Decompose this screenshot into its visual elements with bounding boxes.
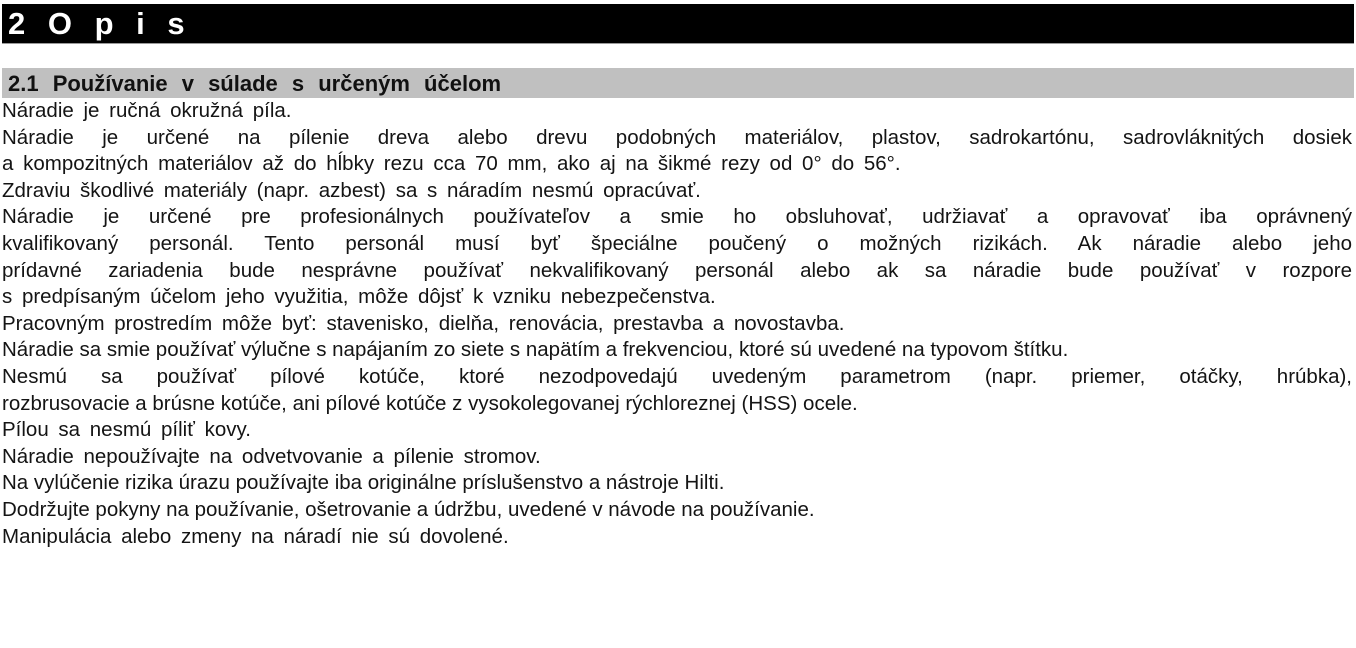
text-line: s predpísaným účelom jeho využitia, môže dôjsť k vzniku nebezpečenstva.: [2, 285, 716, 309]
paragraph-work-environment: [2, 311, 1352, 338]
text-line: Náradie je ručná okružná píla.: [2, 99, 292, 122]
chapter-header-bar: [2, 4, 1354, 44]
section-header-bar: [2, 68, 1354, 98]
paragraph-blade-restrictions: [2, 364, 1352, 417]
paragraph-professional-users: [2, 204, 1352, 310]
text-line: kvalifikovaný personál. Tento personál musí byť špeciálne poučený o možných rizikách. Ak náradie alebo jeho: [2, 231, 1352, 255]
paragraph-materials: [2, 125, 1352, 178]
text-line: Náradie sa smie používať výlučne s napájaním zo siete s napätím a frekvenciou, ktoré sú uvedené na typovom štítku.: [2, 338, 1069, 362]
paragraph-power-supply: [2, 337, 1352, 364]
paragraph-no-metal: [2, 417, 1352, 444]
text-line: Dodržujte pokyny na používanie, ošetrovanie a údržbu, uvedené v návode na používanie.: [2, 497, 815, 521]
text-line: Náradie nepoužívajte na odvetvovanie a pílenie stromov.: [2, 444, 541, 468]
text-line: Pracovným prostredím môže byť: stavenisko, dielňa, renovácia, prestavba a novostavba.: [2, 311, 845, 335]
section-body: [2, 98, 1352, 550]
paragraph-tool-type: [2, 98, 1352, 125]
paragraph-follow-instructions: [2, 497, 1352, 524]
section-title: 2.1 Používanie v súlade s určeným účelom: [8, 71, 502, 96]
paragraph-hazardous-materials: [2, 178, 1352, 205]
text-line: Zdraviu škodlivé materiály (napr. azbest) sa s náradím nesmú opracúvať.: [2, 178, 701, 202]
paragraph-no-trees: [2, 444, 1352, 471]
paragraph-no-modifications: [2, 524, 1352, 551]
text-line: Manipulácia alebo zmeny na náradí nie sú dovolené.: [2, 524, 509, 548]
text-line: Pílou sa nesmú píliť kovy.: [2, 418, 251, 442]
chapter-title: 2 O p i s: [8, 6, 192, 41]
text-line: a kompozitných materiálov až do hĺbky rezu cca 70 mm, ako aj na šikmé rezy od 0° do 56°.: [2, 152, 901, 176]
text-line: prídavné zariadenia bude nesprávne používať nekvalifikovaný personál alebo ak sa náradie bude používať v rozpore: [2, 258, 1352, 282]
text-line: Náradie je určené pre profesionálnych používateľov a smie ho obsluhovať, udržiavať a opravovať iba oprávnený: [2, 205, 1352, 229]
text-line: Náradie je určené na pílenie dreva alebo drevu podobných materiálov, plastov, sadrokartónu, sadrovláknitých dosiek: [2, 125, 1352, 149]
paragraph-original-accessories: [2, 470, 1352, 497]
text-line: rozbrusovacie a brúsne kotúče, ani pílové kotúče z vysokolegovanej rýchloreznej (HSS) ocele.: [2, 391, 858, 415]
text-line: Nesmú sa používať pílové kotúče, ktoré nezodpovedajú uvedeným parametrom (napr. priemer, otáčky, hrúbka),: [2, 364, 1352, 388]
text-line: Na vylúčenie rizika úrazu používajte iba originálne príslušenstvo a nástroje Hilti.: [2, 471, 725, 495]
